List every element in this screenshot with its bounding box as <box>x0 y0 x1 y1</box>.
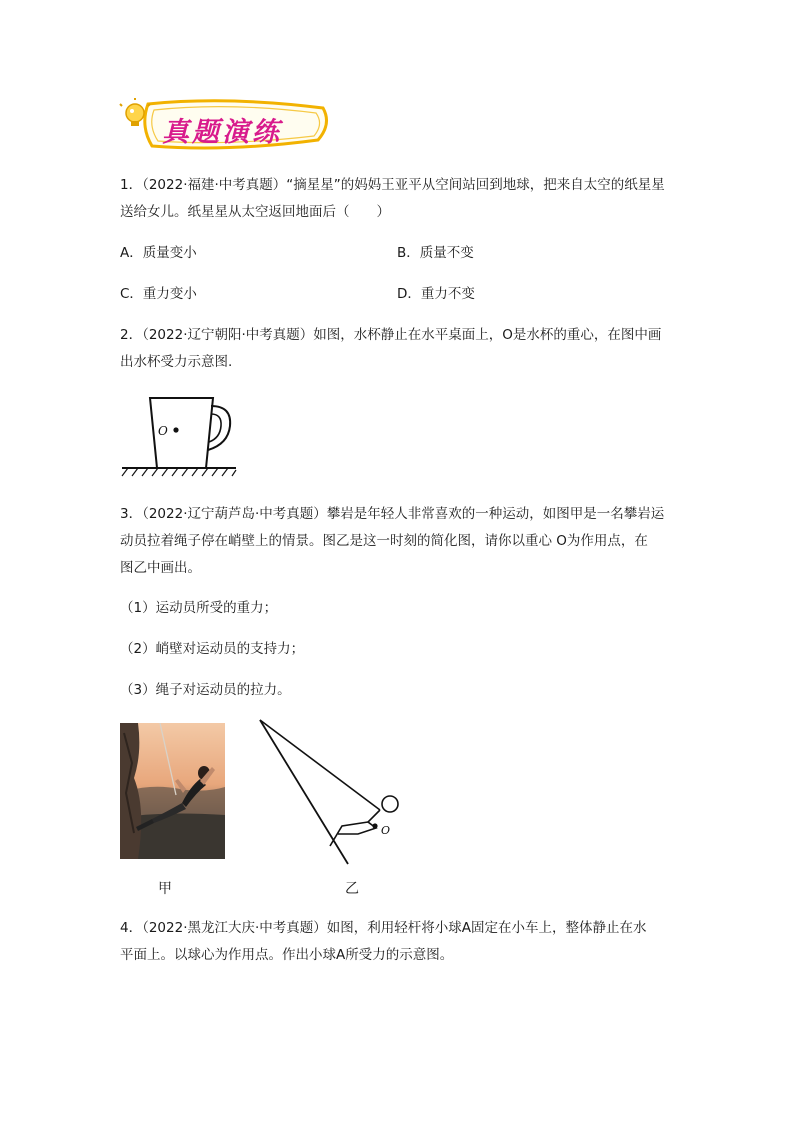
q3-stem-line1: 3．（2022·辽宁葫芦岛·中考真题）攀岩是年轻人非常喜欢的一种运动，如图甲是一名攀岩运 <box>120 506 665 522</box>
cup-point-label: O <box>158 424 168 438</box>
q3-sub-item-1: （1）运动员所受的重力； <box>120 600 278 616</box>
q3-stem-line3: 图乙中画出。 <box>120 560 201 576</box>
page-title: 真题演练 <box>162 117 282 148</box>
center-of-gravity-dot <box>173 427 178 432</box>
q3-stem-line2: 动员拉着绳子停在峭壁上的情景。图乙是这一时刻的简化图，请你以重心 O为作用点，在 <box>120 533 648 549</box>
q4-stem-line1: 4．（2022·黑龙江大庆·中考真题）如图，利用轻杆将小球A固定在小车上，整体静止在水 <box>120 920 647 936</box>
q1-stem-line1: 1．（2022·福建·中考真题）“摘星星”的妈妈王亚平从空间站回到地球，把来自太空的纸星星 <box>120 177 665 193</box>
q1-option-d: D．重力不变 <box>397 286 475 302</box>
q1-option-b: B．质量不变 <box>397 245 474 261</box>
caption-jia: 甲 <box>158 881 172 897</box>
q4-stem-line2: 平面上。以球心为作用点。作出小球A所受力的示意图。 <box>120 947 454 963</box>
caption-yi: 乙 <box>345 881 359 897</box>
climber-photo <box>120 723 225 859</box>
climber-point-label: O <box>381 824 391 837</box>
climber-center-dot <box>372 823 377 828</box>
q1-stem-line2: 送给女儿。纸星星从太空返回地面后（ ） <box>120 204 390 220</box>
q2-stem-line1: 2．（2022·辽宁朝阳·中考真题）如图，水杯静止在水平桌面上，O是水杯的重心，在图中画 <box>120 327 662 343</box>
q3-sub-item-2: （2）峭壁对运动员的支持力； <box>120 641 305 657</box>
q2-stem-line2: 出水杯受力示意图. <box>120 354 233 370</box>
lightbulb-icon <box>118 98 152 132</box>
q3-sub-item-3: （3）绳子对运动员的拉力。 <box>120 682 291 698</box>
cup-on-table-figure <box>120 392 240 478</box>
climber-diagram <box>250 716 410 866</box>
q1-option-a: A．质量变小 <box>120 245 197 261</box>
q1-option-c: C．重力变小 <box>120 286 197 302</box>
climber-head <box>382 796 398 812</box>
